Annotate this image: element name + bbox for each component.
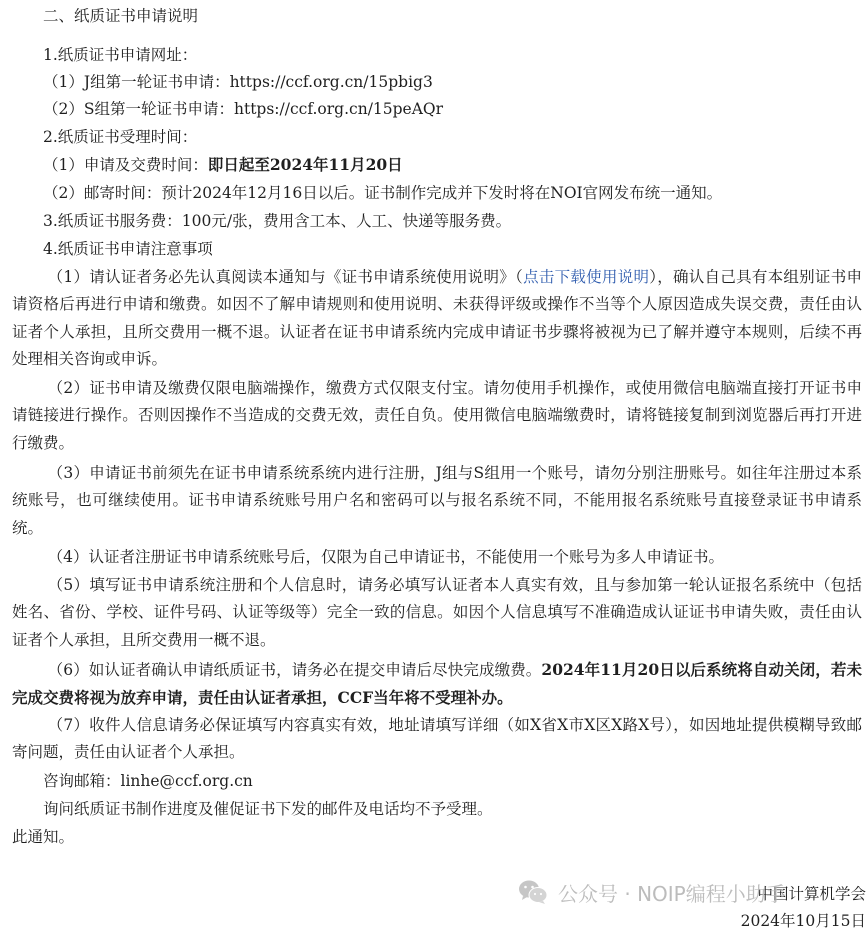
item2-title: 2.纸质证书受理时间： xyxy=(43,128,198,146)
note-3: （3）申请证书前须先在证书申请系统系统内进行注册，J组与S组用一个账号，请勿分别注册账号。如往年注册过本系统账号，也可继续使用。证书申请系统账号用户名和密码可以与报名系统不同，不能用报名系统账号直接登录证书申请系统。 xyxy=(12,464,862,537)
item4-title: 4.纸质证书申请注意事项 xyxy=(43,240,213,258)
apply-time: （1）申请及交费时间：即日起至2024年11月20日 xyxy=(43,155,403,174)
signature-date: 2024年10月15日 xyxy=(740,912,866,930)
organization-signature: 中国计算机学会 xyxy=(757,885,866,903)
section-title: 二、纸质证书申请说明 xyxy=(43,7,199,25)
mail-time: （2）邮寄时间：预计2024年12月16日以后。证书制作完成并下发时将在NOI官网发布统一通知。 xyxy=(43,184,723,202)
j-group-url[interactable]: （1）J组第一轮证书申请：https://ccf.org.cn/15pbig3 xyxy=(43,73,433,91)
note-1: （1）请认证者务必先认真阅读本通知与《证书申请系统使用说明》（点击下载使用说明），确认自己具有本组别证书申请资格后再进行申请和缴费。如因不了解申请规则和使用说明、未获得评级或操作不当等个人原因造成失误交费，责任由认证者个人承担，且所交费用一概不退。认证者在证书申请系统内完成申请证书步骤将被视为已了解并遵守本规则，后续不再处理相关咨询或申诉。 xyxy=(12,268,862,368)
item3-fee: 3.纸质证书服务费：100元/张，费用含工本、人工、快递等服务费。 xyxy=(43,212,512,230)
note-6: （6）如认证者确认申请纸质证书，请务必在提交申请后尽快完成缴费。2024年11月20日以后系统将自动关闭，若未完成交费将视为放弃申请，责任由认证者承担，CCF当年将不受理补办。 xyxy=(12,660,862,708)
no-inquiry-note: 询问纸质证书制作进度及催促证书下发的邮件及电话均不予受理。 xyxy=(43,800,493,818)
note-5: （5）填写证书申请系统注册和个人信息时，请务必填写认证者本人真实有效，且与参加第一轮认证报名系统中（包括姓名、省份、学校、证件号码、认证等级等）完全一致的信息。如因个人信息填写不准确造成认证证书申请失败，责任由认证者个人承担，且所交费用一概不退。 xyxy=(12,576,862,649)
note-7: （7）收件人信息请务必保证填写内容真实有效，地址请填写详细（如X省X市X区X路X号），如因地址提供模糊导致邮寄问题，责任由认证者个人承担。 xyxy=(12,716,862,762)
contact-email: 咨询邮箱：linhe@ccf.org.cn xyxy=(43,772,253,790)
watermark-text: 公众号 · NOIP编程小助手 xyxy=(558,881,786,906)
note-4: （4）认证者注册证书申请系统账号后，仅限为自己申请证书，不能使用一个账号为多人申请证书。 xyxy=(47,548,725,566)
note-2: （2）证书申请及缴费仅限电脑端操作，缴费方式仅限支付宝。请勿使用手机操作，或使用微信电脑端直接打开证书申请链接进行操作。否则因操作不当造成的交费无效，责任自负。使用微信电脑端缴费时，请将链接复制到浏览器后再打开进行缴费。 xyxy=(12,379,862,452)
s-group-url[interactable]: （2）S组第一轮证书申请：https://ccf.org.cn/15peAQr xyxy=(43,100,444,118)
closing-text: 此通知。 xyxy=(12,828,75,846)
wechat-icon xyxy=(518,879,548,905)
item1-title: 1.纸质证书申请网址： xyxy=(43,46,198,64)
wechat-watermark xyxy=(518,876,786,908)
download-guide-link[interactable]: 点击下载使用说明 xyxy=(523,268,650,286)
